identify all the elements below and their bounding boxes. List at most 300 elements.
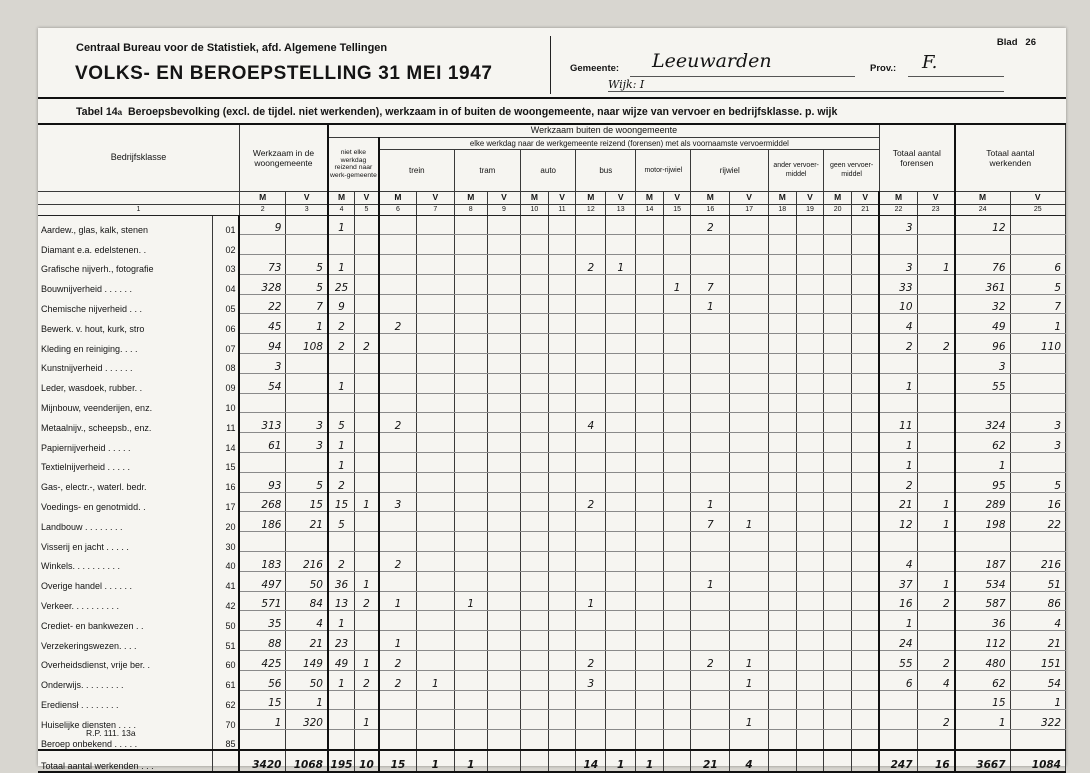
table-row — [38, 591, 1066, 611]
cell-col-16: 21 — [691, 750, 730, 772]
table-row — [38, 235, 1066, 255]
cell-col-11 — [548, 532, 576, 552]
cell-col-21 — [851, 453, 879, 473]
cell-col-3: 50 — [286, 670, 328, 690]
cell-col-19 — [796, 571, 824, 591]
cell-col-14 — [636, 453, 664, 473]
cell-col-23 — [917, 314, 955, 334]
cell-col-21 — [851, 690, 879, 710]
cell-col-11 — [548, 453, 576, 473]
row-label: Mijnbouw, veenderijen, enz. — [38, 393, 213, 413]
cell-col-19 — [796, 393, 824, 413]
cell-col-18 — [768, 354, 796, 374]
cell-col-21 — [851, 393, 879, 413]
cell-col-6 — [379, 354, 417, 374]
table-row — [38, 492, 1066, 512]
cell-col-6 — [379, 274, 417, 294]
cell-col-19 — [796, 314, 824, 334]
cell-col-16: 1 — [691, 492, 730, 512]
sex-v-header: V — [851, 191, 879, 204]
cell-col-4: 1 — [328, 373, 355, 393]
cell-col-11 — [548, 274, 576, 294]
cell-col-8 — [454, 255, 487, 275]
row-label: Overige handel . . . . . . — [38, 571, 213, 591]
cell-col-13: 1 — [606, 750, 636, 772]
cell-col-17 — [730, 235, 769, 255]
cell-col-2: 35 — [239, 611, 285, 631]
cell-col-12 — [576, 472, 606, 492]
cell-col-8 — [454, 532, 487, 552]
cell-col-15 — [663, 710, 691, 730]
cell-col-25 — [1010, 354, 1065, 374]
bedrijfsklasse-header: Bedrijfsklasse — [38, 125, 239, 191]
gemeente-value: Leeuwarden — [652, 50, 772, 72]
auto-header: auto — [521, 149, 576, 191]
cell-col-8 — [454, 334, 487, 354]
cell-col-24: 95 — [955, 472, 1010, 492]
row-code: 70 — [213, 710, 240, 730]
cell-col-11 — [548, 413, 576, 433]
wijk-value: Wijk: I — [608, 78, 645, 91]
cell-col-3: 15 — [286, 492, 328, 512]
cell-col-15 — [663, 314, 691, 334]
row-code: 07 — [213, 334, 240, 354]
cell-col-20 — [824, 334, 852, 354]
cell-col-2 — [239, 532, 285, 552]
cell-col-5 — [355, 235, 379, 255]
cell-col-18 — [768, 631, 796, 651]
table-row — [38, 690, 1066, 710]
cell-col-23 — [917, 730, 955, 750]
table-row — [38, 651, 1066, 671]
cell-col-25: 1 — [1010, 314, 1065, 334]
cell-col-12 — [576, 334, 606, 354]
cell-col-2: 3 — [239, 354, 285, 374]
cell-col-21 — [851, 730, 879, 750]
cell-col-4: 2 — [328, 314, 355, 334]
cell-col-13 — [606, 314, 636, 334]
cell-col-10 — [521, 215, 549, 235]
province-value: F. — [922, 52, 938, 73]
cell-col-15 — [663, 532, 691, 552]
cell-col-15 — [663, 611, 691, 631]
cell-col-6 — [379, 255, 417, 275]
cell-col-20 — [824, 730, 852, 750]
cell-col-24 — [955, 235, 1010, 255]
cell-col-17 — [730, 591, 769, 611]
cell-col-10 — [521, 591, 549, 611]
row-code: 50 — [213, 611, 240, 631]
cell-col-7 — [417, 512, 455, 532]
cell-col-5 — [355, 433, 379, 453]
row-code: 42 — [213, 591, 240, 611]
cell-col-16: 7 — [691, 274, 730, 294]
cell-col-4: 25 — [328, 274, 355, 294]
cell-col-17 — [730, 472, 769, 492]
cell-col-13 — [606, 611, 636, 631]
cell-col-20 — [824, 571, 852, 591]
cell-col-14 — [636, 552, 664, 572]
cell-col-9 — [487, 710, 520, 730]
cell-col-9 — [487, 255, 520, 275]
cell-col-5 — [355, 215, 379, 235]
cell-col-2: 183 — [239, 552, 285, 572]
row-label: Chemische nijverheid . . . — [38, 294, 213, 314]
cell-col-7 — [417, 373, 455, 393]
cell-col-20 — [824, 413, 852, 433]
cell-col-11 — [548, 334, 576, 354]
werkzaam-in-text: Werkzaam in de woongemeente — [252, 147, 315, 168]
bus-header: bus — [576, 149, 636, 191]
cell-col-19 — [796, 373, 824, 393]
cell-col-20 — [824, 255, 852, 275]
province-line — [908, 76, 1004, 77]
cell-col-7 — [417, 393, 455, 413]
cell-col-10 — [521, 393, 549, 413]
cell-col-3: 1068 — [286, 750, 328, 772]
cell-col-21 — [851, 591, 879, 611]
cell-col-24: 1 — [955, 453, 1010, 473]
cell-col-15 — [663, 690, 691, 710]
cell-col-21 — [851, 670, 879, 690]
cell-col-19 — [796, 472, 824, 492]
column-number: 4 — [328, 204, 355, 215]
cell-col-9 — [487, 433, 520, 453]
cell-col-10 — [521, 750, 549, 772]
cell-col-19 — [796, 215, 824, 235]
cell-col-7 — [417, 492, 455, 512]
cell-col-21 — [851, 433, 879, 453]
cell-col-4: 2 — [328, 472, 355, 492]
cell-col-18 — [768, 512, 796, 532]
cell-col-2: 93 — [239, 472, 285, 492]
cell-col-20 — [824, 532, 852, 552]
cell-col-16 — [691, 453, 730, 473]
cell-col-6 — [379, 690, 417, 710]
cell-col-13 — [606, 274, 636, 294]
gemeente-line — [630, 76, 855, 77]
cell-col-20 — [824, 314, 852, 334]
cell-col-25: 21 — [1010, 631, 1065, 651]
cell-col-18 — [768, 373, 796, 393]
cell-col-5 — [355, 453, 379, 473]
cell-col-19 — [796, 750, 824, 772]
table-row — [38, 453, 1066, 473]
cell-col-7 — [417, 235, 455, 255]
cell-col-3: 3 — [286, 433, 328, 453]
totaal-forensen-text: Totaal aantal forensen — [892, 147, 941, 168]
cell-col-13 — [606, 571, 636, 591]
cell-col-3: 320 — [286, 710, 328, 730]
row-label: Grafische nijverh., fotografie — [38, 255, 213, 275]
column-number: 10 — [521, 204, 549, 215]
cell-col-13 — [606, 294, 636, 314]
cell-col-9 — [487, 413, 520, 433]
header-divider — [550, 36, 551, 94]
cell-col-11 — [548, 750, 576, 772]
cell-col-4: 13 — [328, 591, 355, 611]
row-code: 60 — [213, 651, 240, 671]
cell-col-15 — [663, 413, 691, 433]
cell-col-5 — [355, 373, 379, 393]
cell-col-10 — [521, 670, 549, 690]
cell-col-12 — [576, 215, 606, 235]
cell-col-24: 15 — [955, 690, 1010, 710]
cell-col-18 — [768, 215, 796, 235]
cell-col-13 — [606, 334, 636, 354]
cell-col-4: 195 — [328, 750, 355, 772]
cell-col-6 — [379, 571, 417, 591]
cell-col-17 — [730, 571, 769, 591]
row-label: Kunstnijverheid . . . . . . — [38, 354, 213, 374]
cell-col-10 — [521, 532, 549, 552]
cell-col-24: 289 — [955, 492, 1010, 512]
cell-col-12 — [576, 532, 606, 552]
cell-col-24: 112 — [955, 631, 1010, 651]
row-label: Bouwnijverheid . . . . . . — [38, 274, 213, 294]
cell-col-14 — [636, 472, 664, 492]
cell-col-16 — [691, 334, 730, 354]
cell-col-14 — [636, 492, 664, 512]
cell-col-24: 324 — [955, 413, 1010, 433]
cell-col-22 — [879, 354, 917, 374]
cell-col-25 — [1010, 730, 1065, 750]
table-row — [38, 433, 1066, 453]
cell-col-2: 186 — [239, 512, 285, 532]
cell-col-16: 1 — [691, 571, 730, 591]
cell-col-21 — [851, 413, 879, 433]
sex-v-header: V — [606, 191, 636, 204]
cell-col-11 — [548, 235, 576, 255]
row-code: 14 — [213, 433, 240, 453]
cell-col-20 — [824, 393, 852, 413]
cell-col-23 — [917, 393, 955, 413]
cell-col-10 — [521, 453, 549, 473]
cell-col-16 — [691, 354, 730, 374]
cell-col-15 — [663, 472, 691, 492]
cell-col-20 — [824, 354, 852, 374]
cell-col-8 — [454, 373, 487, 393]
cell-col-21 — [851, 492, 879, 512]
cell-col-2 — [239, 730, 285, 750]
cell-col-9 — [487, 512, 520, 532]
cell-col-14 — [636, 235, 664, 255]
cell-col-21 — [851, 294, 879, 314]
cell-col-6 — [379, 334, 417, 354]
cell-col-20 — [824, 373, 852, 393]
cell-col-16 — [691, 235, 730, 255]
cell-col-4 — [328, 393, 355, 413]
geen-vervoer-text: geen vervoer-middel — [830, 162, 874, 178]
column-number: 7 — [417, 204, 455, 215]
cell-col-17 — [730, 274, 769, 294]
column-number: 16 — [691, 204, 730, 215]
cell-col-3: 21 — [286, 631, 328, 651]
cell-col-9 — [487, 532, 520, 552]
cell-col-22: 55 — [879, 651, 917, 671]
cell-col-6: 2 — [379, 651, 417, 671]
cell-col-17 — [730, 393, 769, 413]
cell-col-25: 1 — [1010, 690, 1065, 710]
cell-col-23 — [917, 294, 955, 314]
cell-col-3: 5 — [286, 255, 328, 275]
cell-col-18 — [768, 690, 796, 710]
wijk-line — [608, 91, 1004, 92]
cell-col-12 — [576, 274, 606, 294]
cell-col-25 — [1010, 393, 1065, 413]
cell-col-24: 480 — [955, 651, 1010, 671]
cell-col-11 — [548, 670, 576, 690]
cell-col-10 — [521, 690, 549, 710]
sex-v-header: V — [355, 191, 379, 204]
cell-col-18 — [768, 294, 796, 314]
column-number: 23 — [917, 204, 955, 215]
cell-col-3: 216 — [286, 552, 328, 572]
cell-col-24: 76 — [955, 255, 1010, 275]
row-label: Verkeer. . . . . . . . . . — [38, 591, 213, 611]
cell-col-3: 1 — [286, 314, 328, 334]
cell-col-17 — [730, 294, 769, 314]
cell-col-16 — [691, 730, 730, 750]
cell-col-21 — [851, 611, 879, 631]
cell-col-6 — [379, 611, 417, 631]
cell-col-8 — [454, 492, 487, 512]
cell-col-4 — [328, 235, 355, 255]
cell-col-7 — [417, 571, 455, 591]
cell-col-8 — [454, 730, 487, 750]
cell-col-5 — [355, 354, 379, 374]
cell-col-20 — [824, 215, 852, 235]
cell-col-11 — [548, 215, 576, 235]
cell-col-25: 6 — [1010, 255, 1065, 275]
cell-col-2: 328 — [239, 274, 285, 294]
cell-col-16 — [691, 611, 730, 631]
cell-col-3: 108 — [286, 334, 328, 354]
cell-col-23 — [917, 611, 955, 631]
census-table — [38, 125, 1066, 773]
cell-col-9 — [487, 690, 520, 710]
cell-col-20 — [824, 274, 852, 294]
sex-header-row — [38, 191, 1066, 204]
sex-v-header: V — [417, 191, 455, 204]
cell-col-16 — [691, 670, 730, 690]
cell-col-15: 1 — [663, 274, 691, 294]
cell-col-7: 1 — [417, 750, 455, 772]
cell-col-7 — [417, 314, 455, 334]
cell-col-11 — [548, 512, 576, 532]
cell-col-21 — [851, 710, 879, 730]
cell-col-6 — [379, 710, 417, 730]
table-row — [38, 294, 1066, 314]
cell-col-14 — [636, 274, 664, 294]
cell-col-23 — [917, 631, 955, 651]
cell-col-2: 425 — [239, 651, 285, 671]
cell-col-14 — [636, 393, 664, 413]
cell-col-11 — [548, 730, 576, 750]
cell-col-19 — [796, 690, 824, 710]
table-row — [38, 730, 1066, 750]
row-label: Overheidsdienst, vrije ber. . — [38, 651, 213, 671]
cell-col-24: 198 — [955, 512, 1010, 532]
cell-col-12 — [576, 373, 606, 393]
cell-col-5 — [355, 255, 379, 275]
cell-col-3: 7 — [286, 294, 328, 314]
cell-col-25: 5 — [1010, 472, 1065, 492]
cell-col-18 — [768, 710, 796, 730]
cell-col-5: 1 — [355, 651, 379, 671]
gemeente-label: Gemeente: — [570, 63, 620, 74]
cell-col-25: 22 — [1010, 512, 1065, 532]
row-code: 09 — [213, 373, 240, 393]
totaal-forensen-header — [879, 125, 954, 191]
cell-col-15 — [663, 670, 691, 690]
cell-col-6 — [379, 532, 417, 552]
cell-col-20 — [824, 611, 852, 631]
cell-col-10 — [521, 274, 549, 294]
row-label: Visserij en jacht . . . . . — [38, 532, 213, 552]
cell-col-13 — [606, 235, 636, 255]
column-number: 21 — [851, 204, 879, 215]
row-label: Voedings- en genotmidd. . — [38, 492, 213, 512]
column-number: 12 — [576, 204, 606, 215]
cell-col-19 — [796, 651, 824, 671]
cell-col-7 — [417, 472, 455, 492]
cell-col-8 — [454, 433, 487, 453]
cell-col-17 — [730, 453, 769, 473]
table-row — [38, 512, 1066, 532]
cell-col-18 — [768, 532, 796, 552]
cell-col-18 — [768, 670, 796, 690]
cell-col-5 — [355, 274, 379, 294]
row-code: 02 — [213, 235, 240, 255]
cell-col-6 — [379, 235, 417, 255]
cell-col-13 — [606, 472, 636, 492]
cell-col-12 — [576, 314, 606, 334]
cell-col-6 — [379, 294, 417, 314]
cell-col-5 — [355, 294, 379, 314]
cell-col-2: 497 — [239, 571, 285, 591]
cell-col-16: 1 — [691, 294, 730, 314]
niet-elke-header — [328, 137, 379, 191]
cell-col-14 — [636, 571, 664, 591]
cell-col-18 — [768, 453, 796, 473]
table-row — [38, 670, 1066, 690]
cell-col-17: 1 — [730, 651, 769, 671]
cell-col-10 — [521, 373, 549, 393]
cell-col-14: 1 — [636, 750, 664, 772]
sex-m-header: M — [955, 191, 1010, 204]
cell-col-10 — [521, 571, 549, 591]
cell-col-7 — [417, 710, 455, 730]
cell-col-12: 2 — [576, 255, 606, 275]
cell-col-7: 1 — [417, 670, 455, 690]
cell-col-20 — [824, 690, 852, 710]
cell-col-17: 1 — [730, 710, 769, 730]
cell-col-2: 94 — [239, 334, 285, 354]
cell-col-9 — [487, 571, 520, 591]
table-row — [38, 314, 1066, 334]
cell-col-7 — [417, 274, 455, 294]
cell-col-21 — [851, 215, 879, 235]
cell-col-13 — [606, 710, 636, 730]
column-number-row — [38, 204, 1066, 215]
cell-col-12 — [576, 512, 606, 532]
cell-col-19 — [796, 255, 824, 275]
cell-col-20 — [824, 433, 852, 453]
sex-v-header: V — [796, 191, 824, 204]
column-number: 8 — [454, 204, 487, 215]
cell-col-14 — [636, 294, 664, 314]
